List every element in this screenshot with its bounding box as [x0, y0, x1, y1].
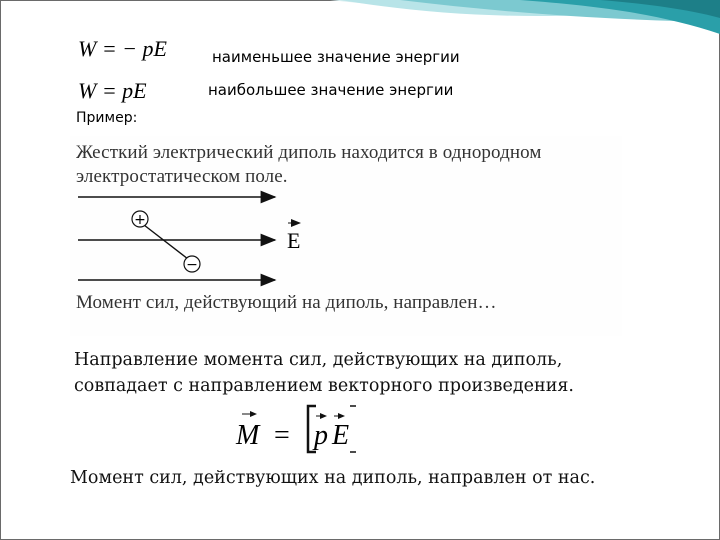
- field-symbol: E: [332, 420, 350, 451]
- example-text-line1: Жесткий электрический диполь находится в однородном: [76, 142, 542, 163]
- example-question: Момент сил, действующий на диполь, направлен…: [76, 292, 497, 313]
- example-text-line2: электростатическом поле.: [76, 166, 288, 187]
- field-label: E: [287, 228, 301, 253]
- torque-symbol: M: [236, 420, 260, 451]
- explanation-line2: совпадает с направлением векторного произведения.: [74, 376, 574, 396]
- formula-min-energy: [78, 36, 167, 62]
- equals-sign: =: [274, 420, 290, 451]
- formula-max-lhs: W: [78, 78, 97, 103]
- torque-formula: [230, 400, 370, 460]
- explanation-line1: Направление момента сил, действующих на диполь,: [74, 350, 563, 370]
- formula-min-lhs: W: [78, 36, 97, 61]
- formula-max-energy: [78, 78, 147, 104]
- dipole-moment-symbol: p: [314, 420, 328, 451]
- max-energy-label: наибольшее значение энергии: [208, 81, 454, 99]
- min-energy-label: наименьшее значение энергии: [212, 48, 460, 66]
- plus-symbol: +: [134, 212, 146, 228]
- example-label: Пример:: [76, 110, 138, 126]
- formula-max-rhs: = pE: [101, 78, 147, 103]
- formula-min-rhs: = − pE: [101, 36, 167, 61]
- dipole-field-diagram: [70, 185, 330, 295]
- minus-symbol: −: [186, 257, 198, 273]
- conclusion-text: Момент сил, действующих на диполь, направлен от нас.: [70, 468, 596, 488]
- dipole-axis: [144, 225, 188, 259]
